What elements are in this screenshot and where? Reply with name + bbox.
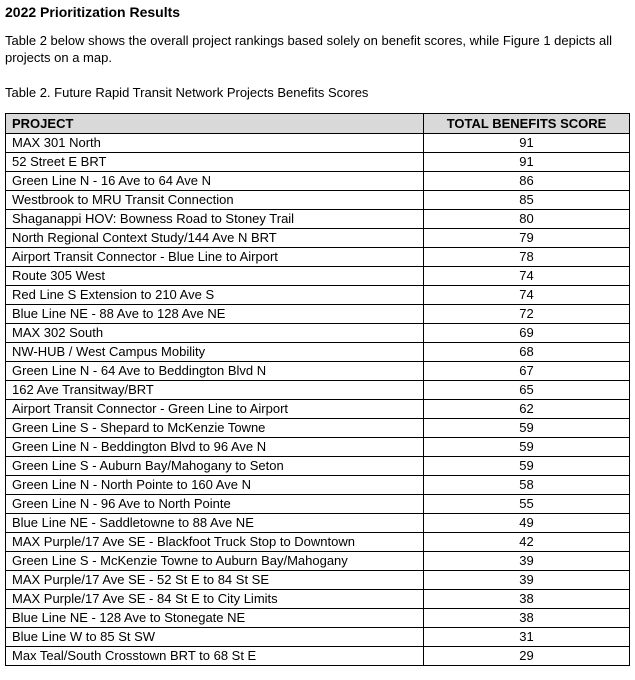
project-name-cell: MAX 302 South xyxy=(6,324,424,343)
table-row xyxy=(6,590,630,609)
benefits-score-cell: 91 xyxy=(424,153,630,172)
project-name-cell: NW-HUB / West Campus Mobility xyxy=(6,343,424,362)
project-name-cell: Blue Line W to 85 St SW xyxy=(6,628,424,647)
project-name-cell: Green Line N - North Pointe to 160 Ave N xyxy=(6,476,424,495)
benefits-score-cell: 58 xyxy=(424,476,630,495)
table-row xyxy=(6,267,630,286)
table-row xyxy=(6,419,630,438)
project-name-cell: Airport Transit Connector - Blue Line to Airport xyxy=(6,248,424,267)
table-row xyxy=(6,628,630,647)
table-row xyxy=(6,172,630,191)
project-name-cell: Shaganappi HOV: Bowness Road to Stoney Trail xyxy=(6,210,424,229)
benefits-score-cell: 65 xyxy=(424,381,630,400)
project-name-cell: Green Line N - 16 Ave to 64 Ave N xyxy=(6,172,424,191)
benefits-score-cell: 68 xyxy=(424,343,630,362)
project-name-cell: Green Line N - 96 Ave to North Pointe xyxy=(6,495,424,514)
table-row xyxy=(6,476,630,495)
table-row xyxy=(6,609,630,628)
benefits-score-cell: 39 xyxy=(424,571,630,590)
project-name-cell: MAX Purple/17 Ave SE - Blackfoot Truck Stop to Downtown xyxy=(6,533,424,552)
table-caption: Table 2. Future Rapid Transit Network Projects Benefits Scores xyxy=(5,85,369,100)
table-row xyxy=(6,533,630,552)
project-name-cell: Airport Transit Connector - Green Line to Airport xyxy=(6,400,424,419)
benefits-score-cell: 62 xyxy=(424,400,630,419)
project-name-cell: Green Line S - McKenzie Towne to Auburn Bay/Mahogany xyxy=(6,552,424,571)
benefits-score-cell: 69 xyxy=(424,324,630,343)
table-header-row xyxy=(6,114,630,134)
benefits-score-cell: 42 xyxy=(424,533,630,552)
project-name-cell: MAX Purple/17 Ave SE - 84 St E to City Limits xyxy=(6,590,424,609)
benefits-scores-table xyxy=(5,113,630,666)
section-heading: 2022 Prioritization Results xyxy=(5,4,181,20)
benefits-score-cell: 79 xyxy=(424,229,630,248)
table-row xyxy=(6,305,630,324)
table-row xyxy=(6,286,630,305)
benefits-score-cell: 86 xyxy=(424,172,630,191)
project-name-cell: 162 Ave Transitway/BRT xyxy=(6,381,424,400)
table-row xyxy=(6,248,630,267)
benefits-score-cell: 38 xyxy=(424,590,630,609)
benefits-score-cell: 85 xyxy=(424,191,630,210)
benefits-score-cell: 59 xyxy=(424,419,630,438)
benefits-score-cell: 59 xyxy=(424,438,630,457)
benefits-score-cell: 31 xyxy=(424,628,630,647)
table-row xyxy=(6,495,630,514)
project-name-cell: Blue Line NE - Saddletowne to 88 Ave NE xyxy=(6,514,424,533)
project-name-cell: Route 305 West xyxy=(6,267,424,286)
benefits-score-cell: 55 xyxy=(424,495,630,514)
table-row xyxy=(6,153,630,172)
benefits-score-cell: 49 xyxy=(424,514,630,533)
project-name-cell: Blue Line NE - 128 Ave to Stonegate NE xyxy=(6,609,424,628)
benefits-score-cell: 74 xyxy=(424,267,630,286)
benefits-score-cell: 38 xyxy=(424,609,630,628)
benefits-score-cell: 59 xyxy=(424,457,630,476)
table-row xyxy=(6,343,630,362)
document xyxy=(5,0,629,666)
benefits-score-cell: 67 xyxy=(424,362,630,381)
table-row xyxy=(6,229,630,248)
table-row xyxy=(6,381,630,400)
intro-paragraph: Table 2 below shows the overall project rankings based solely on benefit scores, while Figure 1 depicts all projects on a map. xyxy=(5,33,612,65)
project-name-cell: Blue Line NE - 88 Ave to 128 Ave NE xyxy=(6,305,424,324)
table-row xyxy=(6,400,630,419)
benefits-score-cell: 29 xyxy=(424,647,630,666)
table-row xyxy=(6,514,630,533)
table-row xyxy=(6,552,630,571)
project-name-cell: Max Teal/South Crosstown BRT to 68 St E xyxy=(6,647,424,666)
table-row xyxy=(6,362,630,381)
table-body xyxy=(6,134,630,666)
project-name-cell: Green Line N - 64 Ave to Beddington Blvd N xyxy=(6,362,424,381)
column-header-score: TOTAL BENEFITS SCORE xyxy=(424,114,630,134)
project-name-cell: Green Line N - Beddington Blvd to 96 Ave N xyxy=(6,438,424,457)
project-name-cell: North Regional Context Study/144 Ave N BRT xyxy=(6,229,424,248)
benefits-score-cell: 78 xyxy=(424,248,630,267)
benefits-score-cell: 72 xyxy=(424,305,630,324)
project-name-cell: MAX Purple/17 Ave SE - 52 St E to 84 St SE xyxy=(6,571,424,590)
table-row xyxy=(6,210,630,229)
table-row xyxy=(6,134,630,153)
project-name-cell: Red Line S Extension to 210 Ave S xyxy=(6,286,424,305)
benefits-score-cell: 80 xyxy=(424,210,630,229)
project-name-cell: Green Line S - Auburn Bay/Mahogany to Seton xyxy=(6,457,424,476)
benefits-score-cell: 74 xyxy=(424,286,630,305)
benefits-score-cell: 91 xyxy=(424,134,630,153)
table-row xyxy=(6,438,630,457)
project-name-cell: Green Line S - Shepard to McKenzie Towne xyxy=(6,419,424,438)
table-row xyxy=(6,571,630,590)
column-header-project: PROJECT xyxy=(6,114,424,134)
project-name-cell: MAX 301 North xyxy=(6,134,424,153)
project-name-cell: 52 Street E BRT xyxy=(6,153,424,172)
table-row xyxy=(6,191,630,210)
table-row xyxy=(6,457,630,476)
project-name-cell: Westbrook to MRU Transit Connection xyxy=(6,191,424,210)
table-row xyxy=(6,647,630,666)
table-row xyxy=(6,324,630,343)
benefits-score-cell: 39 xyxy=(424,552,630,571)
